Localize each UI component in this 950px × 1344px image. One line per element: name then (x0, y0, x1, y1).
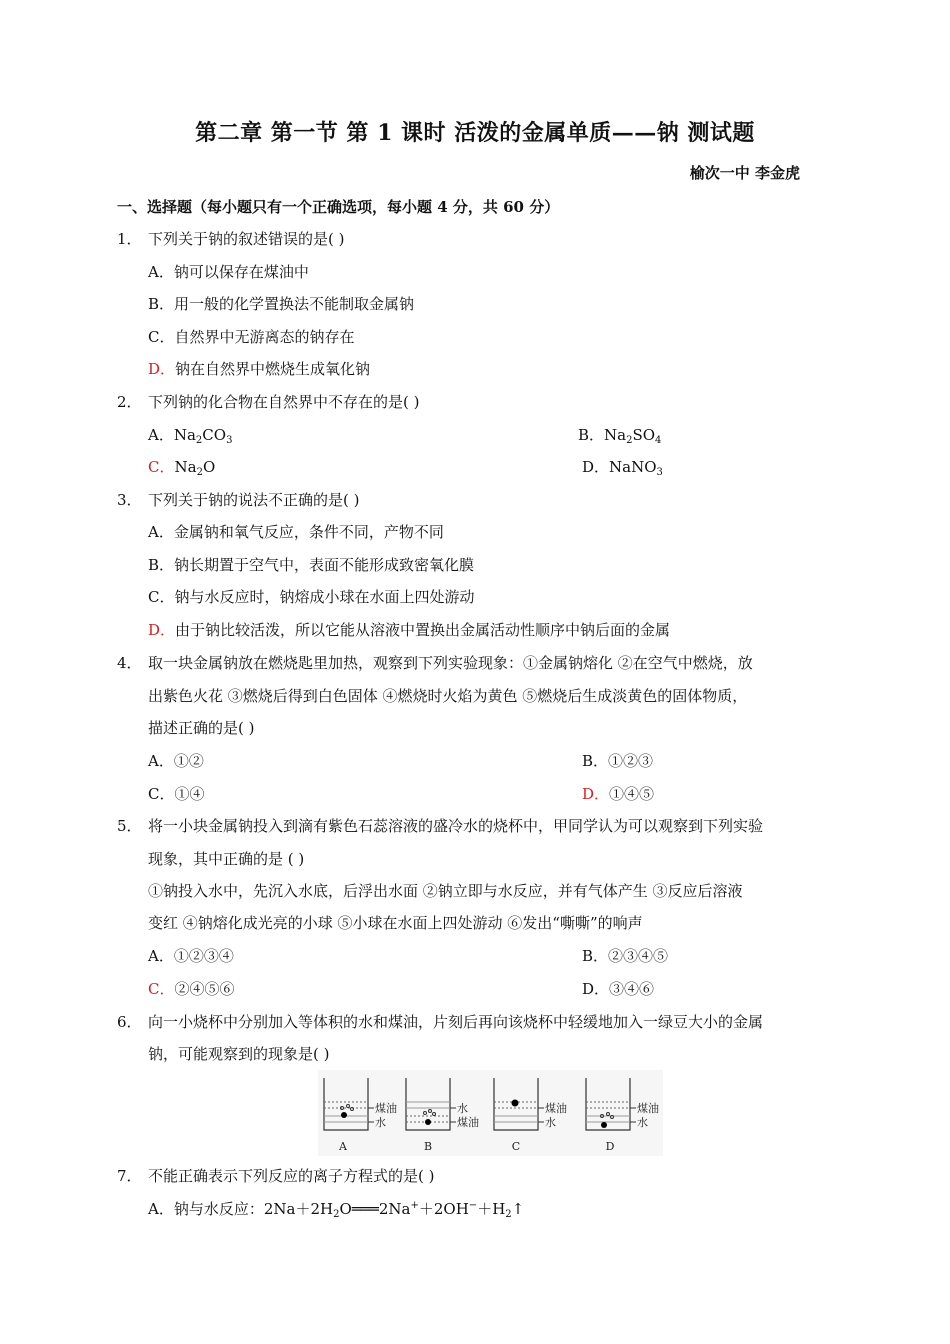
equation-part: ＋H (477, 1200, 506, 1218)
option-b: B．$Na_2SO_4$ (578, 426, 662, 446)
question-stem: 钠，可能观察到的现象是( ) (148, 1045, 330, 1063)
label-water: 水 (545, 1116, 556, 1129)
option-d (148, 620, 670, 640)
label-water: 水 (375, 1116, 386, 1129)
statement-list: 变红 ④钠熔化成光亮的小球 ⑤小球在水面上四处游动 ⑥发出“嘶嘶”的响声 (148, 914, 643, 932)
superscript: − (468, 1200, 478, 1211)
beaker-figure (318, 1070, 663, 1156)
equation-part: O═══2Na (339, 1200, 411, 1218)
question-number: 5． (117, 817, 142, 835)
equation-part: ↑ (511, 1200, 525, 1218)
label-kerosene: 煤油 (375, 1102, 397, 1115)
figure-label: B (423, 1140, 433, 1153)
answer-marker: C． (148, 980, 175, 998)
question-number: 4． (117, 654, 142, 672)
option-d (148, 359, 370, 379)
option-d: D．③④⑥ (582, 980, 655, 998)
figure-label: C (511, 1140, 521, 1153)
answer-marker: D． (582, 785, 610, 803)
question-number: 7． (117, 1167, 142, 1185)
question-stem: 下列关于钠的说法不正确的是( ) (148, 491, 360, 509)
option-a: A．钠可以保存在煤油中 (148, 263, 309, 281)
option-c: C．钠与水反应时，钠熔成小球在水面上四处游动 (148, 588, 475, 606)
option-text: ②④⑤⑥ (174, 980, 235, 998)
section-heading: 一、选择题（每小题只有一个正确选项，每小题 4 分，共 60 分） (117, 198, 560, 216)
question-stem: 将一小块金属钠投入到滴有紫色石蕊溶液的盛冷水的烧杯中，甲同学认为可以观察到下列实验 (148, 817, 764, 835)
option-b: B．钠长期置于空气中，表面不能形成致密氧化膜 (148, 556, 475, 574)
option-a: A．$Na_2CO_3$ (148, 426, 233, 446)
option-c: C．$Na_2O$ (148, 458, 216, 478)
label-water: 水 (457, 1102, 468, 1115)
label-kerosene: 煤油 (637, 1102, 659, 1115)
option-b: B．②③④⑤ (582, 947, 669, 965)
option-text: 钠在自然界中燃烧生成氧化钠 (175, 360, 371, 378)
question-number: 3． (117, 491, 142, 509)
equation-part: A．钠与水反应：2Na＋2H (148, 1200, 334, 1218)
option-d (582, 784, 654, 804)
answer-marker: D． (148, 621, 176, 639)
equation-part: ＋2OH (418, 1200, 469, 1218)
option-a (148, 1199, 524, 1219)
subscript: 2 (505, 1209, 512, 1220)
superscript: + (410, 1200, 419, 1211)
option-c: C．自然界中无游离态的钠存在 (148, 328, 355, 346)
question-stem: 向一小烧杯中分别加入等体积的水和煤油，片刻后再向该烧杯中轻缓地加入一绿豆大小的金属 (148, 1013, 764, 1031)
author-line: 榆次一中 李金虎 (689, 164, 800, 182)
subscript: 2 (333, 1209, 340, 1220)
question-stem: 下列关于钠的叙述错误的是( ) (148, 230, 345, 248)
question-stem: 现象，其中正确的是 ( ) (148, 850, 305, 868)
option-a: A．①② (148, 752, 204, 770)
question-number: 2． (117, 393, 142, 411)
option-text: 由于钠比较活泼，所以它能从溶液中置换出金属活动性顺序中钠后面的金属 (175, 621, 671, 639)
question-number: 1． (117, 230, 142, 248)
statement-list: ①钠投入水中，先沉入水底，后浮出水面 ②钠立即与水反应，并有气体产生 ③反应后溶液 (148, 882, 743, 900)
option-b: B．用一般的化学置换法不能制取金属钠 (148, 295, 415, 313)
question-stem: 描述正确的是( ) (148, 719, 255, 737)
question-stem: 出紫色火花 ③燃烧后得到白色固体 ④燃烧时火焰为黄色 ⑤燃烧后生成淡黄色的固体物质， (148, 687, 748, 705)
answer-marker: C． (148, 458, 175, 476)
label-kerosene: 煤油 (457, 1116, 479, 1129)
option-c (148, 979, 235, 999)
label-kerosene: 煤油 (545, 1102, 567, 1115)
question-stem: 下列钠的化合物在自然界中不存在的是( ) (148, 393, 420, 411)
option-c: C．①④ (148, 785, 205, 803)
option-d: D．NaNO$_3$ (582, 458, 663, 478)
option-text: ①④⑤ (609, 785, 655, 803)
option-a: A．①②③④ (148, 947, 234, 965)
answer-marker: D． (148, 360, 176, 378)
option-b: B．①②③ (582, 752, 654, 770)
page-title: 第二章 第一节 第 1 课时 活泼的金属单质——钠 测试题 (195, 120, 755, 146)
figure-label: A (339, 1140, 347, 1153)
option-a: A．金属钠和氧气反应，条件不同，产物不同 (148, 523, 444, 541)
question-number: 6． (117, 1013, 142, 1031)
question-stem: 不能正确表示下列反应的离子方程式的是( ) (148, 1167, 435, 1185)
figure-label: D (605, 1140, 615, 1153)
label-water: 水 (637, 1116, 648, 1129)
question-stem: 取一块金属钠放在燃烧匙里加热，观察到下列实验现象：①金属钠熔化 ②在空气中燃烧，放 (148, 654, 753, 672)
